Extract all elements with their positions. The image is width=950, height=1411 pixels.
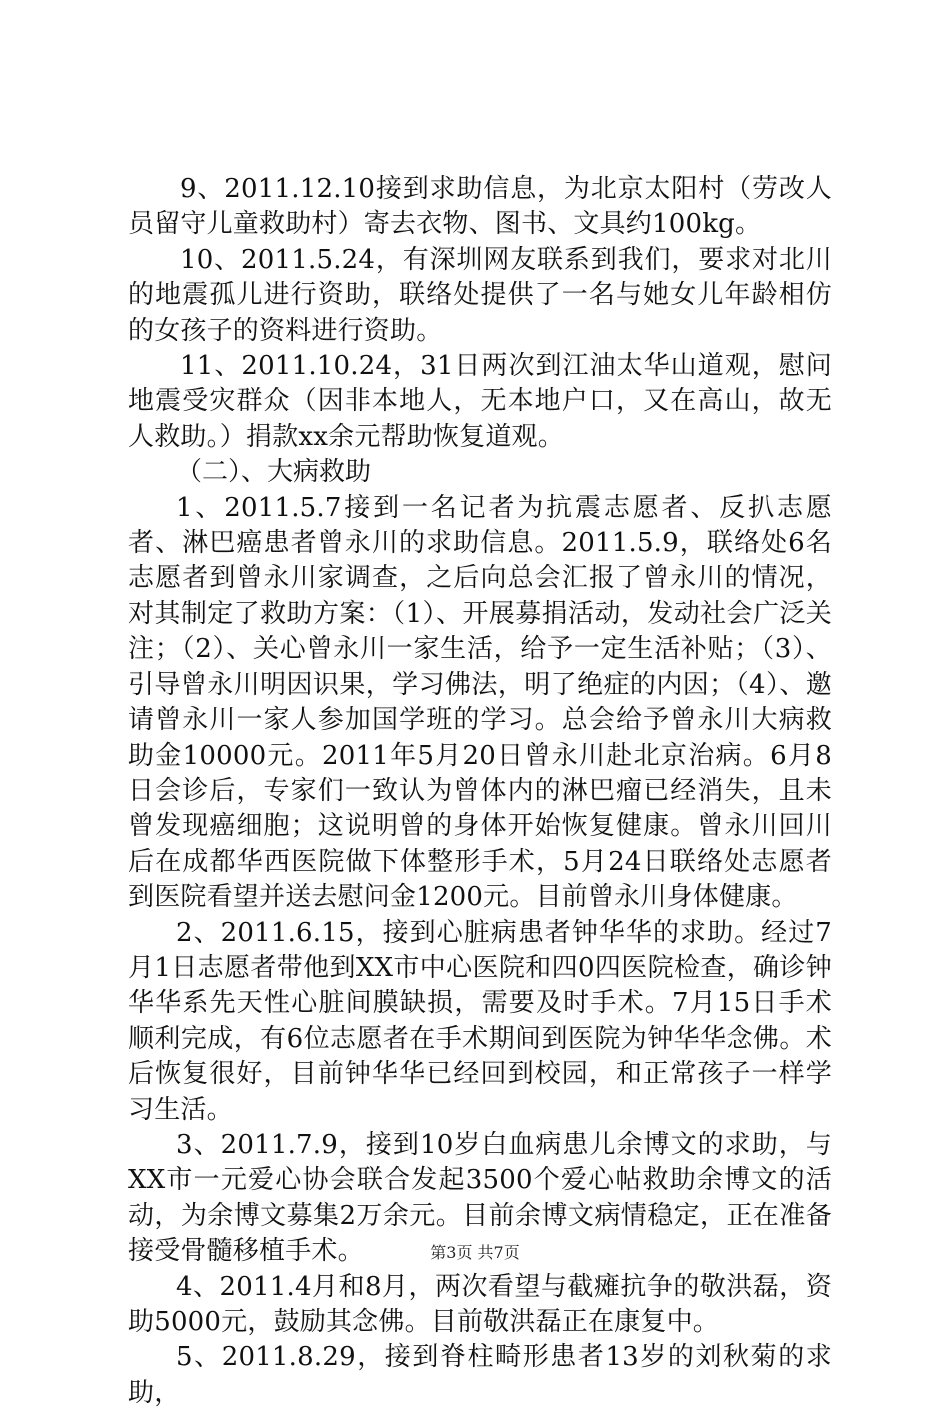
paragraph-item-9: 9、2011.12.10接到求助信息，为北京太阳村（劳改人员留守儿童救助村）寄去衣物、图书、文具约100kg。 bbox=[128, 174, 832, 240]
document-body bbox=[128, 172, 832, 1411]
section-heading-major-illness: （二）、大病救助 bbox=[176, 457, 372, 488]
paragraph-illness-1: 1、2011.5.7接到一名记者为抗震志愿者、反扒志愿者、淋巴癌患者曾永川的求助信息。2011.5.9，联络处6名志愿者到曾永川家调查，之后向总会汇报了曾永川的情况，对其制定了救助方案：（1）、开展募捐活动，发动社会广泛关注；（2）、关心曾永川一家生活，给予一定生活补贴；（3）、引导曾永川明因识果，学习佛法，明了绝症的内因；（4）、邀请曾永川一家人参加国学班的学习。总会给予曾永川大病救助金10000元。2011年5月20日曾永川赴北京治病。6月8日会诊后，专家们一致认为曾体内的淋巴瘤已经消失，且未曾发现癌细胞；这说明曾的身体开始恢复健康。曾永川回川后在成都华西医院做下体整形手术，5月24日联络处志愿者到医院看望并送去慰问金1200元。目前曾永川身体健康。 bbox=[128, 492, 832, 913]
page-footer bbox=[0, 1240, 950, 1263]
paragraph-item-11: 11、2011.10.24，31日两次到江油太华山道观，慰问地震受灾群众（因非本地人，无本地户口，又在高山，故无人救助。）捐款xx余元帮助恢复道观。 bbox=[128, 351, 832, 452]
paragraph-item-10: 10、2011.5.24，有深圳网友联系到我们，要求对北川的地震孤儿进行资助，联络处提供了一名与她女儿年龄相仿的女孩子的资料进行资助。 bbox=[128, 244, 832, 346]
paragraph-illness-4: 4、2011.4月和8月，两次看望与截瘫抗争的敬洪磊，资助5000元，鼓励其念佛。目前敬洪磊正在康复中。 bbox=[128, 1271, 832, 1337]
paragraph-illness-3: 3、2011.7.9，接到10岁白血病患儿余博文的求助，与XX市一元爱心协会联合发起3500个爱心帖救助余博文的活动，为余博文募集2万余元。目前余博文病情稳定，正在准备接受骨髓移植手术。 bbox=[128, 1129, 832, 1267]
page-number-label: 第3页 共7页 bbox=[430, 1243, 520, 1262]
paragraph-illness-5: 5、2011.8.29，接到脊柱畸形患者13岁的刘秋菊的求助， bbox=[128, 1342, 832, 1408]
paragraph-illness-2: 2、2011.6.15，接到心脏病患者钟华华的求助。经过7月1日志愿者带他到XX市中心医院和四0四医院检查，确诊钟华华系先天性心脏间膜缺损，需要及时手术。7月15日手术顺利完成，有6位志愿者在手术期间到医院为钟华华念佛。术后恢复很好，目前钟华华已经回到校园，和正常孩子一样学习生活。 bbox=[128, 917, 832, 1125]
